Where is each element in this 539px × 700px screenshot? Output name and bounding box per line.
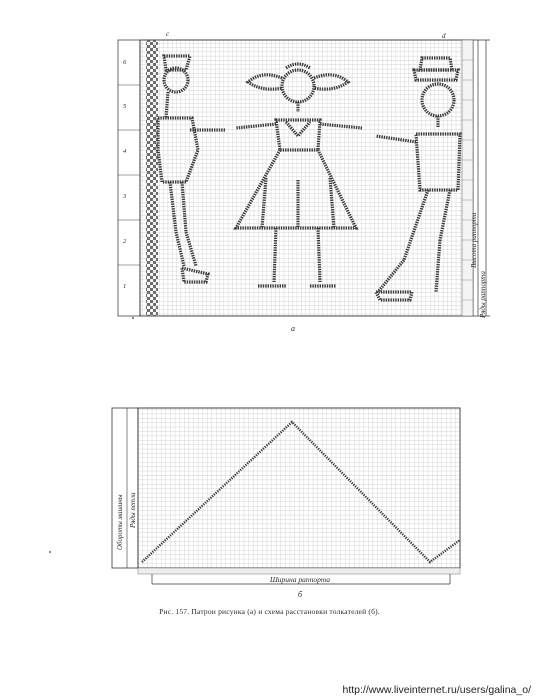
row-number-column <box>118 40 140 316</box>
repeat-rows-label: Ряды раппорта <box>479 271 487 318</box>
corner-label-right: d <box>442 32 446 40</box>
figure-a-letter: а <box>291 324 295 333</box>
row-number-4: 4 <box>123 148 127 155</box>
footer-url[interactable]: http://www.liveinternet.ru/users/galina_o/ <box>342 684 531 696</box>
machine-turns-label: Обороты машины <box>116 494 124 550</box>
row-count-column <box>462 40 473 316</box>
pattern-grid-b <box>138 408 460 568</box>
corner-label-left: c <box>166 30 170 38</box>
figure-caption: Рис. 157. Патрон рисунка (а) и схема расстановки толкателей (б). <box>159 607 380 616</box>
row-number-2: 2 <box>123 238 127 245</box>
checkered-border <box>146 40 158 316</box>
row-number-3: 3 <box>123 193 127 200</box>
repeat-height-label: Высота раппорта <box>470 212 478 268</box>
row-number-5: 5 <box>123 103 127 110</box>
needle-scheme-b <box>112 408 460 599</box>
pattern-chart-a <box>118 30 490 333</box>
figure-b-letter: б <box>298 590 303 599</box>
repeat-width-label: Ширина раппорта <box>269 575 331 584</box>
row-number-6: 6 <box>123 59 127 66</box>
loop-rows-label: Ряды петли <box>129 492 137 528</box>
row-number-1: 1 <box>123 283 127 290</box>
